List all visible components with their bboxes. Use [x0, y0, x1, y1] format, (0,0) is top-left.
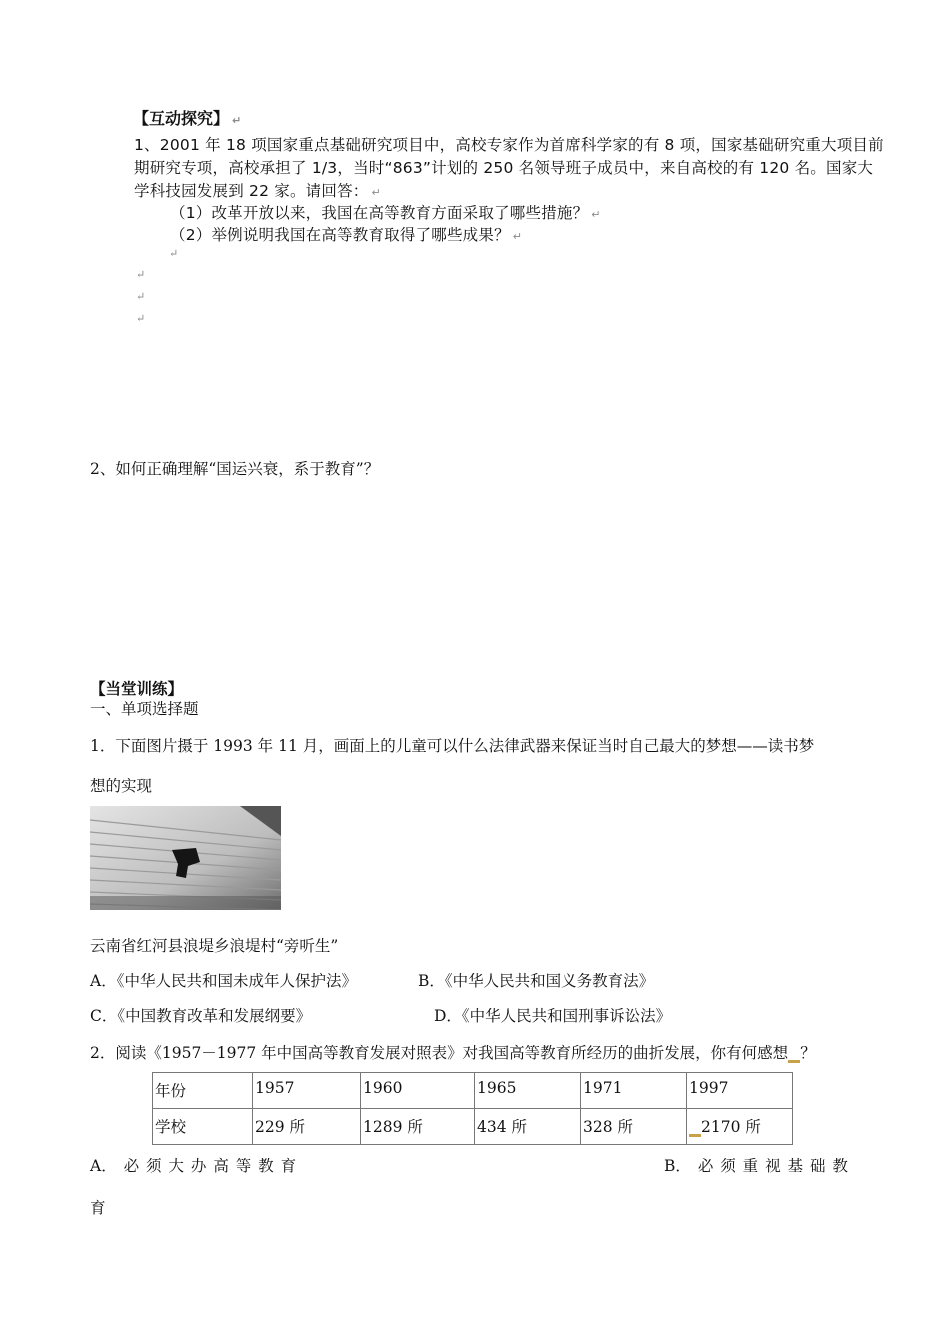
option-a-2: A． 必 须 大 办 高 等 教 育	[90, 1157, 297, 1175]
table-cell: 1289 所	[361, 1109, 475, 1145]
photo-brick-wall	[90, 806, 281, 910]
table-cell: 434 所	[475, 1109, 581, 1145]
section-subheading: 一、单项选择题	[90, 700, 199, 718]
table-cell: 1957	[253, 1073, 361, 1109]
table-cell: 328 所	[581, 1109, 687, 1145]
photo-caption: 云南省红河县浪堤乡浪堤村“旁听生”	[90, 937, 339, 955]
q1-line-1: 1、2001 年 18 项国家重点基础研究项目中，高校专家作为首席科学家的有 8 项，国家基础研究重大项目前	[134, 136, 884, 154]
paragraph-mark: ↵	[169, 247, 179, 260]
paragraph-mark: ↵	[136, 312, 146, 325]
q1-line-2: 期研究专项，高校承担了 1/3，当时“863”计划的 250 名领导班子成员中，来自高校的有 120 名。国家大	[134, 159, 874, 177]
table-row	[153, 1073, 793, 1109]
option-d: D．《中华人民共和国刑事诉讼法》	[434, 1007, 672, 1025]
table-cell: 1997	[687, 1073, 793, 1109]
table-cell: 年份	[153, 1073, 253, 1109]
table-cell: 1965	[475, 1073, 581, 1109]
highlight-mark	[689, 1134, 701, 1137]
table-cell: 学校	[153, 1109, 253, 1145]
section-heading-interactive: 【互动探究】 ↵	[133, 109, 242, 128]
q1-subquestion-2: （2）举例说明我国在高等教育取得了哪些成果？ ↵	[170, 226, 523, 244]
option-b: B．《中华人民共和国义务教育法》	[418, 972, 655, 990]
option-c: C．《中国教育改革和发展纲要》	[90, 1007, 312, 1025]
paragraph-mark: ↵	[136, 268, 146, 281]
table-cell: 229 所	[253, 1109, 361, 1145]
mc-q1-line-2: 想的实现	[90, 777, 153, 795]
paragraph-mark: ↵	[136, 290, 146, 303]
section-heading-practice: 【当堂训练】	[90, 679, 184, 698]
highlight-mark	[788, 1060, 800, 1063]
mc-q2-text: 2．阅读《1957－1977 年中国高等教育发展对照表》对我国高等教育所经历的曲折发展，你有何感想 ？	[90, 1044, 816, 1062]
option-b-2-continued: 育	[90, 1199, 106, 1217]
q2-text: 2、如何正确理解“国运兴衰，系于教育”？	[90, 460, 380, 478]
q1-line-3: 学科技园发展到 22 家。请回答： ↵	[134, 182, 381, 200]
option-b-2: B． 必 须 重 视 基 础 教	[664, 1157, 848, 1175]
option-a: A．《中华人民共和国未成年人保护法》	[90, 972, 357, 990]
table-cell: 1960	[361, 1073, 475, 1109]
education-table	[152, 1072, 793, 1145]
table-cell: 2170 所	[687, 1109, 793, 1145]
mc-q1-line-1: 1．下面图片摄于 1993 年 11 月，画面上的儿童可以什么法律武器来保证当时自己最大的梦想——读书梦	[90, 737, 815, 755]
q1-subquestion-1: （1）改革开放以来，我国在高等教育方面采取了哪些措施？ ↵	[170, 204, 601, 222]
table-cell: 1971	[581, 1073, 687, 1109]
table-row	[153, 1109, 793, 1145]
